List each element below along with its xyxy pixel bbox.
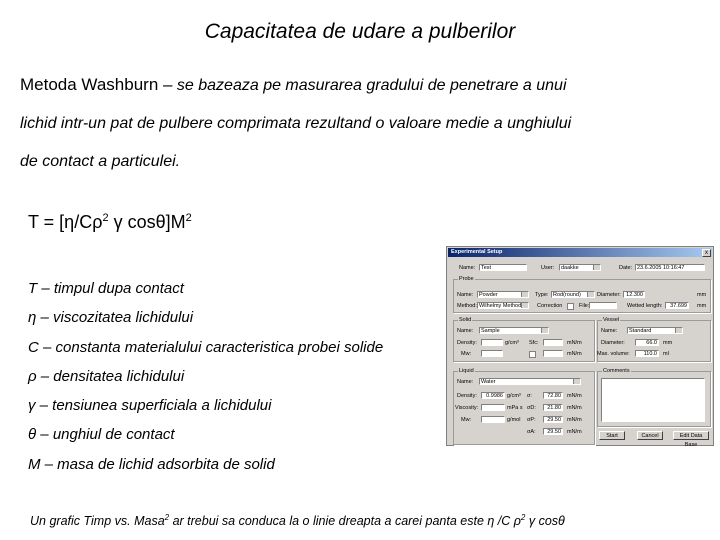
probe-method-label: Method: [457, 303, 477, 309]
footer-sup-1: 2 [164, 513, 170, 522]
liquid-stD-unit: mN/m [567, 405, 582, 411]
vessel-diameter-label: Diameter: [601, 340, 625, 346]
liquid-st-field[interactable]: 72.80 [543, 392, 563, 399]
liquid-stX-field[interactable]: 29.50 [543, 428, 563, 435]
liquid-viscosity-field[interactable] [481, 404, 505, 411]
solid-sfe-unit: mN/m [567, 340, 582, 346]
probe-diameter-field[interactable]: 12.300 [623, 291, 645, 298]
comments-group-label: Comments [603, 368, 630, 374]
user-label: User: [541, 265, 555, 271]
vessel-maxvol-unit: ml [663, 351, 669, 357]
correction-label: Correction [537, 303, 563, 309]
liquid-name-label: Name: [457, 379, 474, 385]
wetted-length-field[interactable]: 37.699 [665, 302, 689, 309]
solid-name-select[interactable]: Sample [479, 327, 549, 334]
definition-item: η – viscozitatea lichidului [28, 309, 194, 327]
definition-item: ρ – densitatea lichidului [28, 367, 185, 385]
comments-textarea[interactable] [601, 378, 705, 422]
solid-option-checkbox[interactable] [529, 351, 536, 358]
vessel-group-label: Vessel [603, 317, 620, 323]
cancel-button[interactable]: Cancel [637, 431, 663, 440]
liquid-st-unit: mN/m [567, 393, 582, 399]
footer-text-3: γ cosθ [525, 514, 565, 529]
close-icon[interactable]: x [702, 249, 711, 257]
vessel-diameter-unit: mm [663, 340, 673, 346]
intro-line-2: lichid intr-un pat de pulbere comprimata rezultand o valoare medie a unghiului [20, 115, 572, 132]
user-select[interactable]: daakke [559, 264, 601, 271]
definition-item: T – timpul dupa contact [28, 280, 184, 297]
start-button[interactable]: Start [599, 431, 625, 440]
dialog-title-bar [448, 248, 712, 257]
solid-mw-value-field[interactable] [543, 350, 563, 357]
date-label: Date: [619, 265, 633, 271]
file-field[interactable] [589, 302, 617, 309]
probe-diameter-label: Diameter: [597, 292, 621, 298]
vessel-name-select[interactable]: Standard [627, 327, 683, 334]
method-name: Metoda Washburn – [20, 75, 173, 94]
liquid-density-field[interactable]: 0.9986 [481, 392, 505, 399]
formula-sup-1: 2 [102, 212, 109, 224]
probe-method-select[interactable]: Wilhelmy Method [477, 302, 529, 309]
probe-group-label: Probe [459, 276, 474, 282]
solid-density-label: Density: [457, 340, 477, 346]
footer-sup-2: 2 [520, 513, 526, 522]
date-field[interactable]: 23.6.2005 10:16:47 [635, 264, 705, 271]
intro-line-3: de contact a particulei. [20, 153, 181, 170]
wetted-length-unit: mm [697, 303, 707, 309]
liquid-stP-unit: mN/m [567, 417, 582, 423]
vessel-maxvol-label: Max. volume: [597, 351, 630, 357]
correction-checkbox[interactable] [567, 303, 574, 310]
probe-diameter-unit: mm [697, 292, 707, 298]
solid-sfe-field[interactable] [543, 339, 563, 346]
liquid-viscosity-unit: mPa s [507, 405, 523, 411]
vessel-diameter-field[interactable]: 66.0 [635, 339, 659, 346]
probe-name-select[interactable]: Powder [477, 291, 529, 298]
liquid-density-label: Density: [457, 393, 477, 399]
formula-part-2: γ cosθ]M [108, 212, 186, 232]
footer-text-1: Un grafic Timp vs. Masa [30, 514, 165, 529]
wetted-length-label: Wetted length: [627, 303, 663, 309]
dialog-title: Experimental Setup [451, 249, 503, 255]
edit-database-button[interactable]: Edit Data Base [673, 431, 709, 440]
liquid-viscosity-label: Viscosity: [455, 405, 479, 411]
experimental-setup-dialog [446, 246, 714, 446]
solid-mw-label: Mw: [461, 351, 472, 357]
formula-sup-2: 2 [185, 212, 192, 224]
definition-item: C – constanta materialului caracteristica probei solide [28, 338, 384, 356]
liquid-stP-field[interactable]: 29.50 [543, 416, 563, 423]
probe-type-label: Type: [535, 292, 549, 298]
definition-item: M – masa de lichid adsorbita de solid [28, 455, 275, 473]
liquid-stP-label: σP: [527, 417, 536, 423]
liquid-mw-label: Mw: [461, 417, 472, 423]
vessel-name-label: Name: [601, 328, 618, 334]
solid-density-field[interactable] [481, 339, 503, 346]
washburn-formula [28, 212, 192, 233]
definition-item: θ – unghiul de contact [28, 426, 175, 444]
liquid-group-label: Liquid [459, 368, 474, 374]
liquid-mw-unit: g/mol [507, 417, 521, 423]
solid-sfe-label: Sfc: [529, 340, 539, 346]
liquid-name-select[interactable]: Water [479, 378, 581, 385]
solid-mw-field[interactable] [481, 350, 503, 357]
liquid-stD-field[interactable]: 21.80 [543, 404, 563, 411]
liquid-stD-label: σD: [527, 405, 536, 411]
intro-paragraph [20, 66, 700, 181]
definition-item: γ – tensiunea superficiala a lichidului [28, 397, 272, 415]
intro-text-1: se bazeaza pe masurarea gradului de penetrare a unui [176, 77, 567, 94]
solid-group-label: Solid [459, 317, 472, 323]
file-label: File: [579, 303, 590, 309]
definitions-list [28, 280, 448, 485]
liquid-mw-field[interactable] [481, 416, 505, 423]
test-name-field[interactable]: Test [479, 264, 527, 271]
formula-part-1: T = [η/Cρ [28, 212, 103, 232]
liquid-st-label: σ: [527, 393, 532, 399]
probe-name-label: Name: [457, 292, 474, 298]
solid-name-label: Name: [457, 328, 474, 334]
solid-density-unit: g/cm³ [505, 340, 519, 346]
footer-text-2: ar trebui sa conduca la o linie dreapta a carei panta este η /C ρ [169, 514, 521, 529]
probe-type-select[interactable]: Rod(round) [551, 291, 595, 298]
liquid-stX-unit: mN/m [567, 429, 582, 435]
solid-mw-unit: mN/m [567, 351, 582, 357]
vessel-maxvol-field[interactable]: 110.0 [635, 350, 659, 357]
intro-line-1 [20, 66, 700, 105]
liquid-stX-label: σA: [527, 429, 536, 435]
footer-note [30, 513, 565, 528]
liquid-density-unit: g/cm³ [507, 393, 521, 399]
name-label: Name: [459, 265, 476, 271]
slide-title: Capacitatea de udare a pulberilor [204, 20, 516, 43]
